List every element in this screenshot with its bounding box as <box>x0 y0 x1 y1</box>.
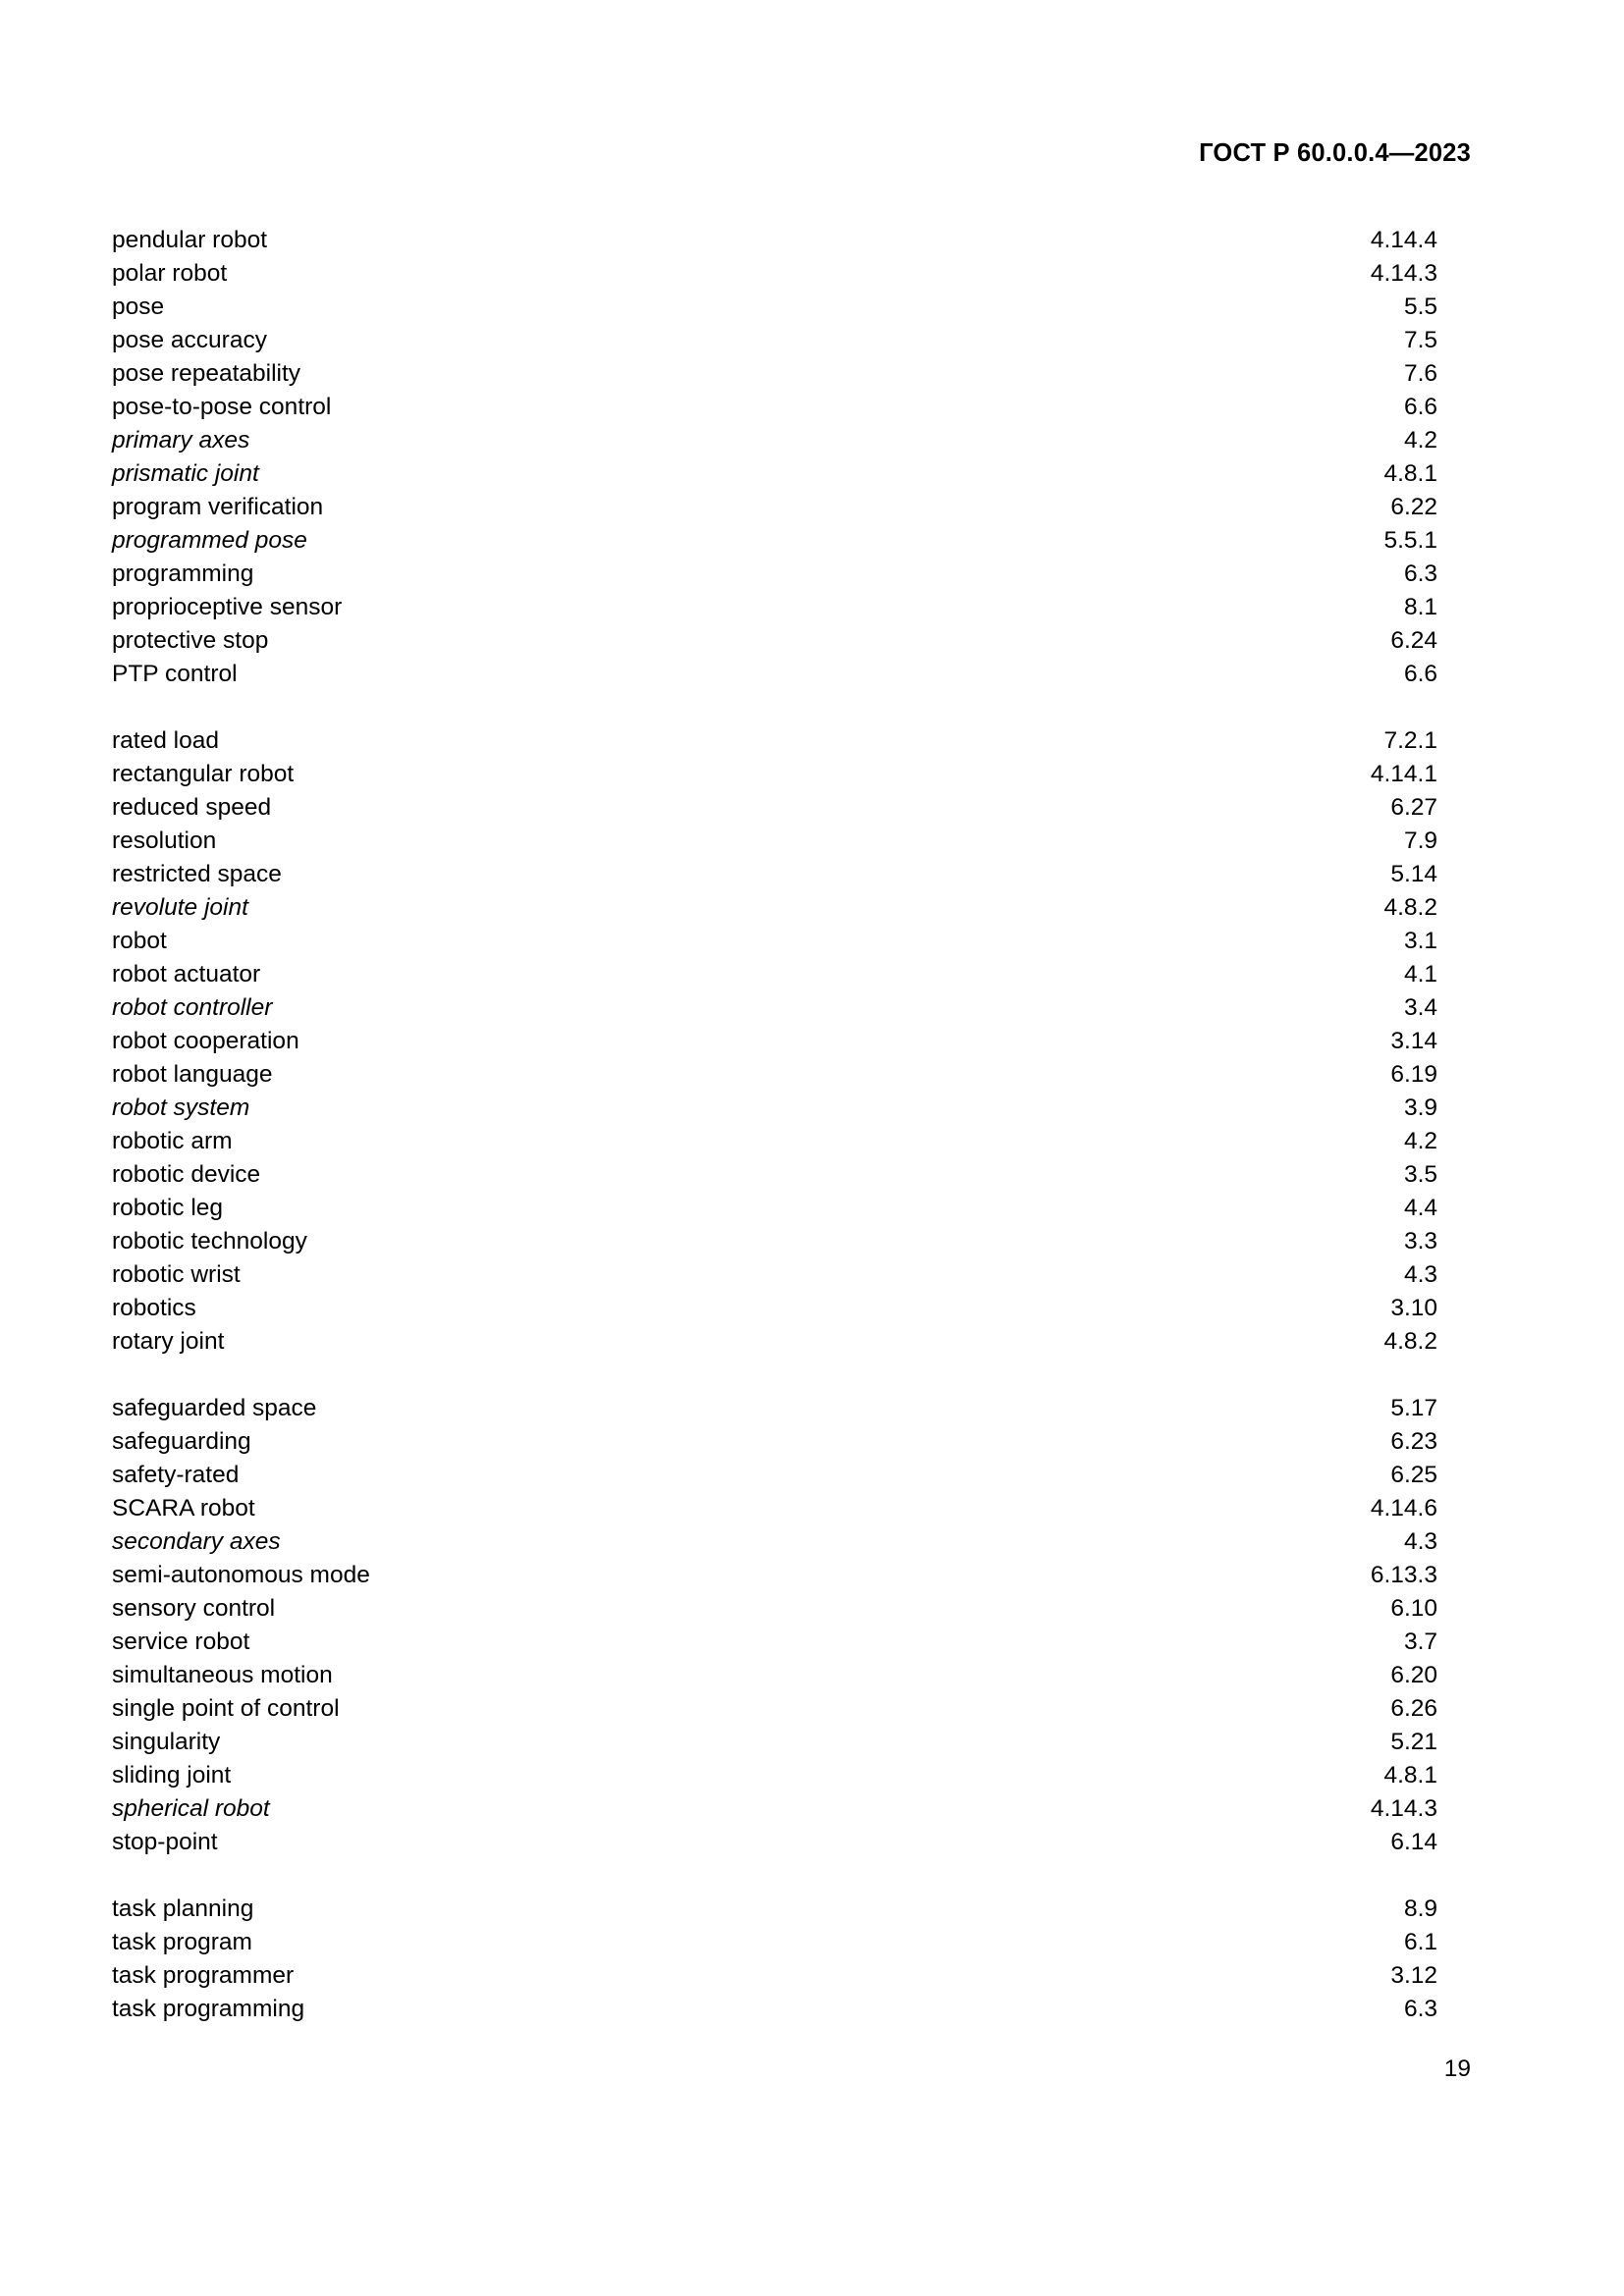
index-entry <box>112 1125 1437 1158</box>
index-term: rectangular robot <box>112 761 295 787</box>
index-term: task programmer <box>112 1962 295 1989</box>
index-entry <box>112 1058 1437 1092</box>
index-reference: 6.23 <box>1390 1428 1437 1455</box>
index-term: reduced speed <box>112 794 272 821</box>
index-reference: 3.14 <box>1390 1028 1437 1054</box>
index-reference: 6.19 <box>1390 1061 1437 1088</box>
index-reference: 8.1 <box>1403 594 1437 620</box>
index-entry <box>112 457 1437 491</box>
index-term: safety-rated <box>112 1462 240 1488</box>
index-entry <box>112 991 1437 1025</box>
index-term: prismatic joint <box>112 460 259 487</box>
index-reference: 6.13.3 <box>1370 1562 1437 1588</box>
index-entry <box>112 1192 1437 1225</box>
index-reference: 6.20 <box>1390 1662 1437 1688</box>
index-entry <box>112 1292 1437 1325</box>
alphabetical-index <box>112 224 1437 2026</box>
index-block <box>112 224 1437 691</box>
index-term: spherical robot <box>112 1795 270 1822</box>
index-reference: 3.4 <box>1403 994 1437 1021</box>
index-reference: 5.5 <box>1403 294 1437 320</box>
index-entry <box>112 658 1437 691</box>
index-reference: 6.24 <box>1390 627 1437 654</box>
index-entry <box>112 1893 1437 1926</box>
index-reference: 5.17 <box>1390 1395 1437 1421</box>
index-reference: 4.3 <box>1403 1261 1437 1288</box>
index-reference: 6.27 <box>1390 794 1437 821</box>
index-term: restricted space <box>112 861 282 887</box>
index-entry <box>112 891 1437 925</box>
index-entry <box>112 1592 1437 1626</box>
index-entry <box>112 1425 1437 1459</box>
index-entry <box>112 1225 1437 1258</box>
index-entry <box>112 1092 1437 1125</box>
index-entry <box>112 1525 1437 1559</box>
index-term: robotics <box>112 1295 196 1321</box>
index-term: singularity <box>112 1729 221 1755</box>
index-reference: 5.21 <box>1390 1729 1437 1755</box>
index-block <box>112 1893 1437 2026</box>
index-reference: 4.14.6 <box>1370 1495 1437 1522</box>
index-term: PTP control <box>112 661 238 687</box>
index-term: pendular robot <box>112 227 268 253</box>
index-reference: 4.8.1 <box>1383 1762 1437 1789</box>
index-reference: 4.8.2 <box>1383 1328 1437 1355</box>
index-entry <box>112 1659 1437 1692</box>
index-term: task program <box>112 1929 252 1955</box>
index-reference: 4.2 <box>1403 1128 1437 1154</box>
index-block <box>112 724 1437 1359</box>
index-reference: 4.1 <box>1403 961 1437 988</box>
index-term: primary axes <box>112 427 250 454</box>
index-reference: 7.5 <box>1403 327 1437 353</box>
index-reference: 6.25 <box>1390 1462 1437 1488</box>
index-term: simultaneous motion <box>112 1662 333 1688</box>
index-term: proprioceptive sensor <box>112 594 343 620</box>
index-entry <box>112 1692 1437 1726</box>
index-entry <box>112 758 1437 791</box>
index-reference: 6.1 <box>1403 1929 1437 1955</box>
index-entry <box>112 1626 1437 1659</box>
index-reference: 3.9 <box>1403 1095 1437 1121</box>
index-reference: 6.6 <box>1403 394 1437 420</box>
index-reference: 7.6 <box>1403 360 1437 387</box>
index-entry <box>112 958 1437 991</box>
index-reference: 4.14.1 <box>1370 761 1437 787</box>
index-term: robotic leg <box>112 1195 224 1221</box>
index-entry <box>112 591 1437 624</box>
index-term: programming <box>112 561 254 587</box>
index-term: pose-to-pose control <box>112 394 332 420</box>
index-term: SCARA robot <box>112 1495 255 1522</box>
index-entry <box>112 1158 1437 1192</box>
index-entry <box>112 391 1437 424</box>
index-entry <box>112 424 1437 457</box>
index-term: robotic technology <box>112 1228 307 1255</box>
index-term: robot language <box>112 1061 273 1088</box>
index-reference: 3.3 <box>1403 1228 1437 1255</box>
index-term: polar robot <box>112 260 228 287</box>
index-term: program verification <box>112 494 324 520</box>
index-reference: 5.5.1 <box>1383 527 1437 554</box>
index-reference: 4.4 <box>1403 1195 1437 1221</box>
index-entry <box>112 1025 1437 1058</box>
index-entry <box>112 1993 1437 2026</box>
index-reference: 6.3 <box>1403 1996 1437 2022</box>
index-reference: 7.2.1 <box>1383 727 1437 754</box>
index-term: robot system <box>112 1095 250 1121</box>
index-reference: 5.14 <box>1390 861 1437 887</box>
index-term: single point of control <box>112 1695 340 1722</box>
index-reference: 3.10 <box>1390 1295 1437 1321</box>
index-entry <box>112 324 1437 357</box>
index-entry <box>112 624 1437 658</box>
index-entry <box>112 291 1437 324</box>
index-entry <box>112 357 1437 391</box>
footer-page-number: 19 <box>1443 2056 1471 2082</box>
index-entry <box>112 257 1437 291</box>
index-term: pose repeatability <box>112 360 301 387</box>
index-entry <box>112 224 1437 257</box>
index-term: service robot <box>112 1629 250 1655</box>
index-term: resolution <box>112 828 217 854</box>
index-entry <box>112 1559 1437 1592</box>
index-reference: 6.6 <box>1403 661 1437 687</box>
index-reference: 3.5 <box>1403 1161 1437 1188</box>
index-entry <box>112 1325 1437 1359</box>
index-term: robot cooperation <box>112 1028 299 1054</box>
index-term: protective stop <box>112 627 269 654</box>
index-term: pose accuracy <box>112 327 267 353</box>
index-reference: 8.9 <box>1403 1896 1437 1922</box>
index-reference: 7.9 <box>1403 828 1437 854</box>
index-term: stop-point <box>112 1829 218 1855</box>
index-entry <box>112 1492 1437 1525</box>
index-entry <box>112 1926 1437 1959</box>
index-term: robot controller <box>112 994 273 1021</box>
index-reference: 4.3 <box>1403 1528 1437 1555</box>
index-entry <box>112 858 1437 891</box>
index-reference: 6.26 <box>1390 1695 1437 1722</box>
index-entry <box>112 1392 1437 1425</box>
index-reference: 4.8.2 <box>1383 894 1437 921</box>
index-term: pose <box>112 294 165 320</box>
index-reference: 6.22 <box>1390 494 1437 520</box>
index-reference: 3.1 <box>1403 928 1437 954</box>
index-term: robot actuator <box>112 961 261 988</box>
index-term: sensory control <box>112 1595 276 1622</box>
index-entry <box>112 558 1437 591</box>
index-reference: 4.14.3 <box>1370 1795 1437 1822</box>
index-reference: 6.10 <box>1390 1595 1437 1622</box>
index-term: robot <box>112 928 167 954</box>
index-reference: 4.14.4 <box>1370 227 1437 253</box>
index-entry <box>112 1258 1437 1292</box>
index-term: semi-autonomous mode <box>112 1562 370 1588</box>
index-entry <box>112 1792 1437 1826</box>
index-entry <box>112 925 1437 958</box>
index-reference: 3.7 <box>1403 1629 1437 1655</box>
index-entry <box>112 825 1437 858</box>
index-term: rotary joint <box>112 1328 225 1355</box>
index-reference: 4.2 <box>1403 427 1437 454</box>
index-entry <box>112 724 1437 758</box>
index-term: safeguarding <box>112 1428 251 1455</box>
index-entry <box>112 491 1437 524</box>
index-reference: 6.3 <box>1403 561 1437 587</box>
index-term: safeguarded space <box>112 1395 317 1421</box>
index-reference: 4.8.1 <box>1383 460 1437 487</box>
index-entry <box>112 1959 1437 1993</box>
index-term: robotic device <box>112 1161 261 1188</box>
index-entry <box>112 524 1437 558</box>
index-entry <box>112 1759 1437 1792</box>
index-block <box>112 1392 1437 1859</box>
index-reference: 6.14 <box>1390 1829 1437 1855</box>
index-term: sliding joint <box>112 1762 232 1789</box>
index-reference: 4.14.3 <box>1370 260 1437 287</box>
index-entry <box>112 1459 1437 1492</box>
index-entry <box>112 1826 1437 1859</box>
index-term: task planning <box>112 1896 254 1922</box>
index-term: robotic arm <box>112 1128 233 1154</box>
index-term: robotic wrist <box>112 1261 241 1288</box>
index-term: programmed pose <box>112 527 307 554</box>
index-entry <box>112 1726 1437 1759</box>
index-term: task programming <box>112 1996 305 2022</box>
page-header-standard-number: ГОСТ Р 60.0.0.4—2023 <box>1199 139 1471 167</box>
index-reference: 3.12 <box>1390 1962 1437 1989</box>
index-entry <box>112 791 1437 825</box>
index-term: rated load <box>112 727 219 754</box>
index-term: secondary axes <box>112 1528 281 1555</box>
index-term: revolute joint <box>112 894 248 921</box>
